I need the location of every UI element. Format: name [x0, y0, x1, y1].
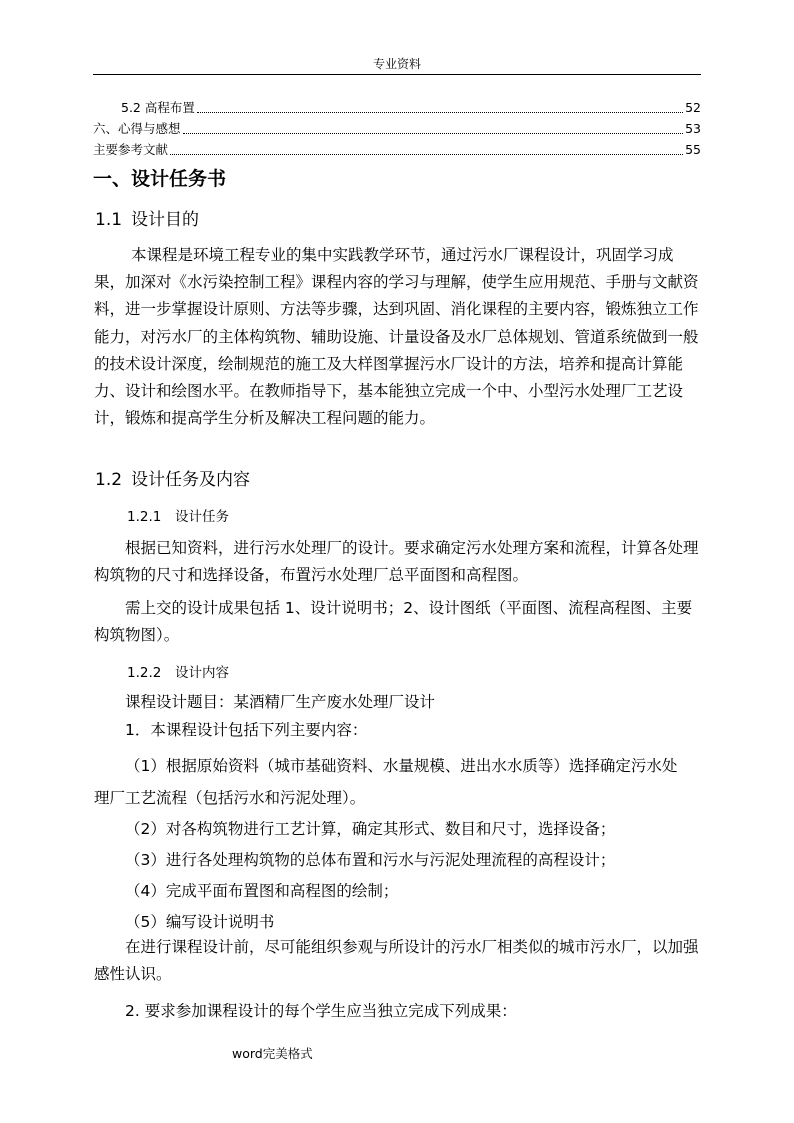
design-task-paragraph: 根据已知资料，进行污水处理厂的设计。要求确定污水处理方案和流程，计算各处理构筑物的尺寸和选择设备，布置污水处理厂总平面图和高程图。	[94, 539, 699, 585]
visit-note-paragraph: 在进行课程设计前，尽可能组织参观与所设计的污水厂相类似的城市污水厂，以加强感性认识。	[94, 938, 699, 984]
content-item-4: （4）完成平面布置图和高程图的绘制；	[125, 882, 399, 900]
deliverables-list-intro: 2. 要求参加课程设计的每个学生应当独立完成下列成果：	[125, 1002, 517, 1020]
toc-entry-label: 主要参考文献	[93, 142, 169, 157]
toc-leader-dots	[170, 154, 683, 155]
subsection-number: 1.2.1	[127, 509, 162, 525]
deliverables-paragraph: 需上交的设计成果包括 1、设计说明书；2、设计图纸（平面图、流程高程图、主要构筑物图）。	[94, 599, 693, 645]
header-divider	[93, 74, 701, 75]
subsection-title: 设计内容	[175, 665, 229, 681]
course-topic: 课程设计题目：某酒精厂生产废水处理厂设计	[125, 693, 436, 711]
content-item-1-line-1: （1）根据原始资料（城市基础资料、水量规模、进出水水质等）选择确定污水处	[125, 757, 678, 775]
content-item-2: （2）对各构筑物进行工艺计算，确定其形式、数目和尺寸，选择设备；	[125, 820, 616, 838]
toc-entry-page: 52	[685, 100, 701, 115]
section-title: 设计任务及内容	[131, 470, 250, 490]
content-list-intro: 1．本课程设计包括下列主要内容：	[125, 721, 368, 739]
subsection-heading-1-2-2	[127, 664, 229, 682]
content-item-3: （3）进行各处理构筑物的总体布置和污水与污泥处理流程的高程设计；	[125, 851, 616, 869]
content-item-5: （5）编写设计说明书	[125, 913, 275, 931]
section-heading-1: 一、设计任务书	[93, 168, 227, 190]
toc-entry[interactable]	[93, 117, 701, 137]
toc-entry-page: 55	[685, 142, 701, 157]
content-item-1-line-2: 理厂工艺流程（包括污水和污泥处理）。	[94, 789, 366, 807]
page-footer: word完美格式	[232, 1046, 313, 1061]
design-purpose-paragraph: 本课程是环境工程专业的集中实践教学环节，通过污水厂课程设计，巩固学习成果，加深对《水污染控制工程》课程内容的学习与理解，使学生应用规范、手册与文献资料，进一步掌握设计原则、方法等步骤，达到巩固、消化课程的主要内容，锻炼独立工作能力，对污水厂的主体构筑物、辅助设施、计量设备及水厂总体规划、管道系统做到一般的技术设计深度，绘制规范的施工及大样图掌握污水厂设计的方法，培养和提高计算能力、设计和绘图水平。在教师指导下，基本能独立完成一个中、小型污水处理厂工艺设计，锻炼和提高学生分析及解决工程问题的能力。	[94, 246, 699, 428]
section-heading-1-1	[95, 208, 199, 232]
page-header: 专业资料	[372, 57, 421, 71]
toc-leader-dots	[197, 112, 683, 113]
subsection-number: 1.2.2	[127, 665, 162, 681]
section-title: 设计目的	[131, 210, 199, 230]
toc-entry-label: 5.2 高程布置	[121, 100, 195, 115]
toc-leader-dots	[183, 133, 684, 134]
section-number: 1.1	[95, 210, 123, 230]
toc-entry-page: 53	[685, 121, 701, 136]
subsection-heading-1-2-1	[127, 508, 229, 526]
toc-entry[interactable]	[93, 96, 701, 116]
section-heading-1-2	[95, 468, 250, 492]
toc-entry[interactable]	[93, 138, 701, 158]
section-number: 1.2	[95, 470, 123, 490]
toc-entry-label: 六、心得与感想	[93, 121, 181, 136]
subsection-title: 设计任务	[175, 509, 229, 525]
